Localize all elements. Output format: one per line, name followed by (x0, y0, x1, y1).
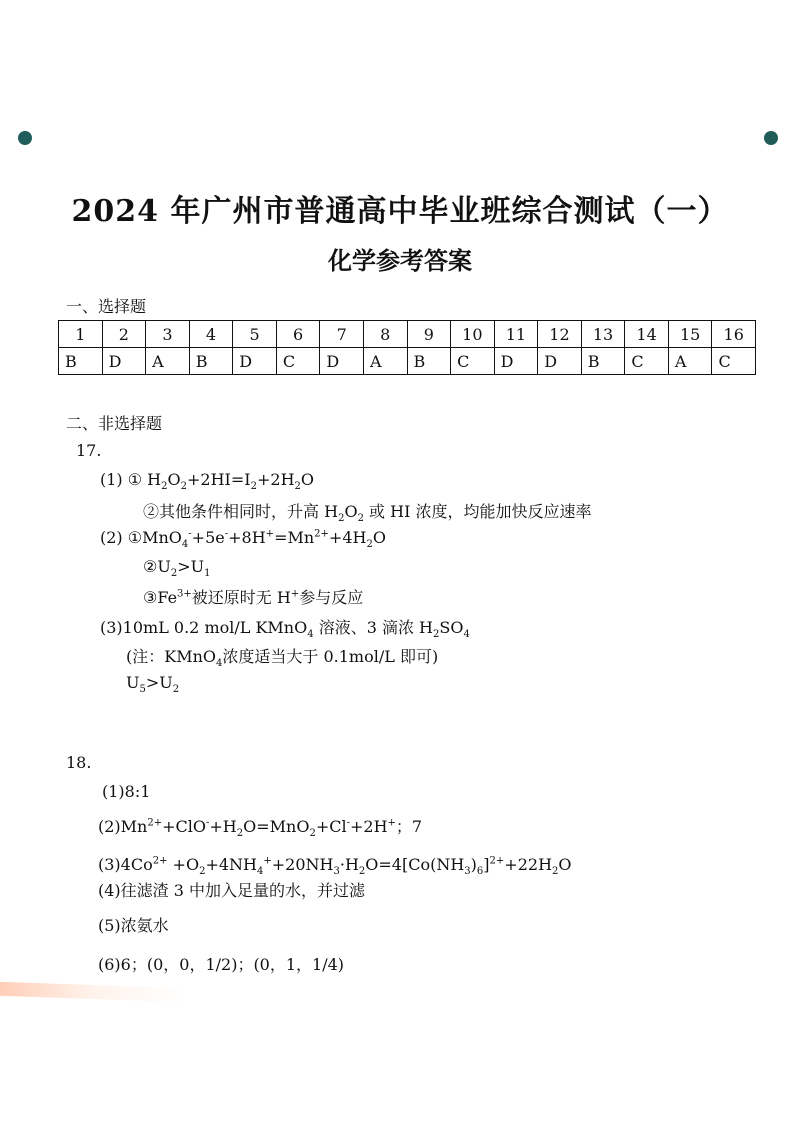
answer-letter-cell: D (494, 348, 538, 375)
answer-number-cell: 7 (320, 321, 364, 348)
answer-letter-cell: D (320, 348, 364, 375)
q18-part4: (4)往滤渣 3 中加入足量的水，并过滤 (98, 881, 366, 900)
answer-number-row (59, 321, 756, 348)
q17-part1-answer2: ②其他条件相同时，升高 $H_2O_2$ 或 HI 浓度，均能加快反应速率 (143, 502, 592, 525)
answer-letter-cell: B (407, 348, 451, 375)
answer-number-cell: 3 (146, 321, 190, 348)
answer-letter-cell: C (276, 348, 320, 375)
q17-part1-label: (1) ① (100, 470, 143, 489)
q18-part3: $(3)4Co^{2+} +O_2+4NH_4^++20NH_3\cdot H_2O=4[Co(NH_3)_6]^{2+}+22H_2O$ (98, 855, 572, 878)
binder-hole-left (18, 131, 32, 145)
section2-heading: 二、非选择题 (66, 414, 163, 433)
answer-letter-cell: D (102, 348, 146, 375)
q18-part6: (6)6；(0，0，1/2)；(0，1，1/4) (98, 955, 345, 974)
answer-letter-cell: D (233, 348, 277, 375)
answer-letter-cell: C (451, 348, 495, 375)
q17-part1-answer1: (1) ① $H_2O_2+2HI=I_2+2H_2O$ (100, 470, 315, 493)
answer-number-cell: 16 (712, 321, 756, 348)
q18-part5: (5)浓氨水 (98, 916, 169, 935)
q17-part3-note: (注：KMnO$_4$浓度适当大于 0.1mol/L 即可) (126, 647, 439, 670)
answer-letter-cell: C (625, 348, 669, 375)
answer-letter-cell: C (712, 348, 756, 375)
answer-number-cell: 10 (451, 321, 495, 348)
answer-number-cell: 6 (276, 321, 320, 348)
answer-letter-cell: A (146, 348, 190, 375)
answer-letter-row (59, 348, 756, 375)
answer-number-cell: 8 (363, 321, 407, 348)
answer-letter-cell: B (189, 348, 233, 375)
answer-number-cell: 15 (668, 321, 712, 348)
answer-letter-cell: A (668, 348, 712, 375)
q18-part2: $(2)Mn^{2+}+ClO^-+H_2O=MnO_2+Cl^-+2H^+$；7 (98, 817, 423, 840)
q18-part1: (1)8:1 (102, 782, 151, 801)
answer-number-cell: 12 (538, 321, 582, 348)
q17-part2-answer2: $②U_2>U_1$ (143, 557, 211, 580)
q17-part2-answer3: $③Fe^{3+}$被还原时无 H+参与反应 (143, 588, 364, 607)
answer-number-cell: 1 (59, 321, 103, 348)
q17-part3-relation: $U_5>U_2$ (126, 673, 180, 696)
answer-number-cell: 5 (233, 321, 277, 348)
q17-number: 17. (76, 441, 102, 460)
answer-letter-cell: B (581, 348, 625, 375)
section1-heading: 一、选择题 (66, 297, 147, 316)
q18-number: 18. (66, 753, 92, 772)
q17-part2-answer1: (2) $①MnO_4^-+5e^-+8H^+=Mn^{2+}+4H_2O$ (100, 528, 386, 551)
answer-number-cell: 14 (625, 321, 669, 348)
answer-letter-cell: A (363, 348, 407, 375)
q17-part2-label: (2) ① (100, 528, 143, 547)
answer-table (58, 320, 756, 375)
answer-number-cell: 13 (581, 321, 625, 348)
scan-streak (0, 982, 185, 1002)
page-title: 2024 年广州市普通高中毕业班综合测试（一） (71, 194, 729, 229)
answer-letter-cell: B (59, 348, 103, 375)
answer-number-cell: 11 (494, 321, 538, 348)
answer-number-cell: 9 (407, 321, 451, 348)
binder-hole-right (764, 131, 778, 145)
answer-number-cell: 2 (102, 321, 146, 348)
page-subtitle: 化学参考答案 (328, 246, 472, 275)
answer-number-cell: 4 (189, 321, 233, 348)
answer-letter-cell: D (538, 348, 582, 375)
q17-part3-answer: (3)10mL 0.2 mol/L KMnO$_4$ 溶液、3 滴浓 $H_2SO_4$ (100, 618, 470, 641)
